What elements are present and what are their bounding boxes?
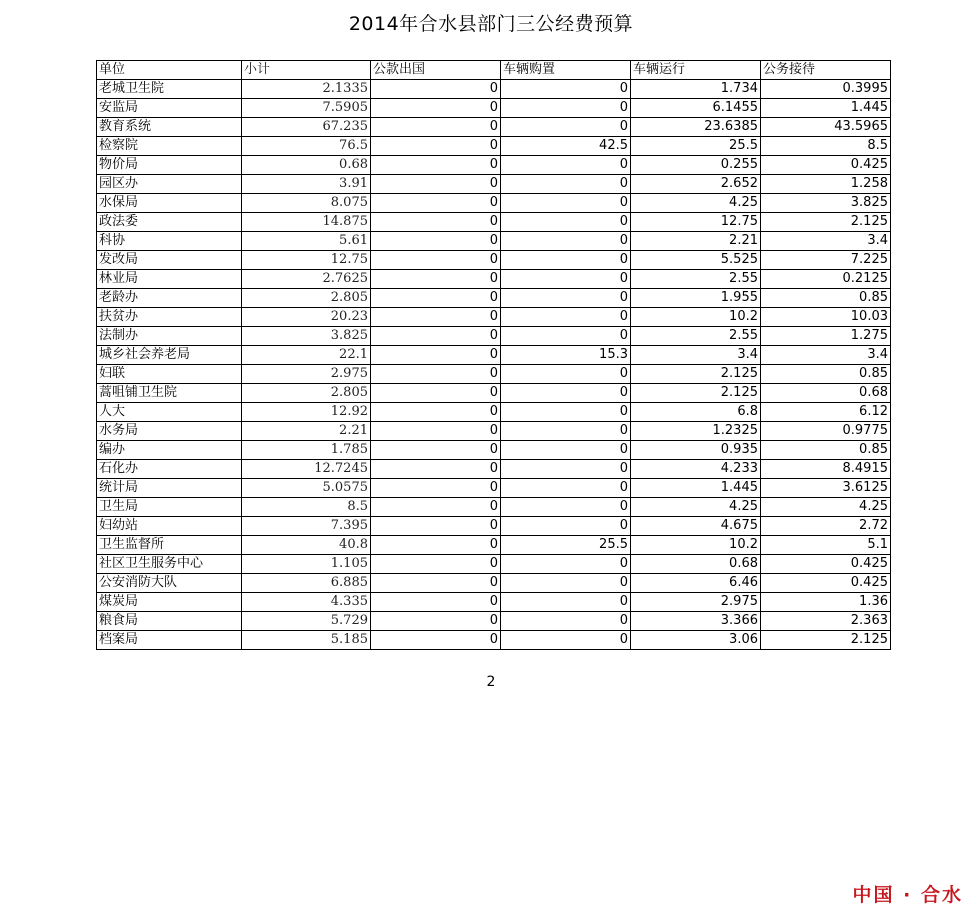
cell-overseas-trips: 0 <box>371 498 501 517</box>
cell-vehicle-operation: 2.55 <box>631 327 761 346</box>
cell-unit: 社区卫生服务中心 <box>97 555 242 574</box>
cell-overseas-trips: 0 <box>371 479 501 498</box>
cell-overseas-trips: 0 <box>371 555 501 574</box>
cell-overseas-trips: 0 <box>371 327 501 346</box>
cell-vehicle-purchase: 0 <box>501 479 631 498</box>
cell-vehicle-purchase: 0 <box>501 441 631 460</box>
cell-subtotal: 7.395 <box>242 517 371 536</box>
cell-vehicle-operation: 1.734 <box>631 80 761 99</box>
cell-subtotal: 5.185 <box>242 631 371 650</box>
cell-subtotal: 3.825 <box>242 327 371 346</box>
cell-unit: 水保局 <box>97 194 242 213</box>
cell-unit: 政法委 <box>97 213 242 232</box>
cell-official-reception: 2.125 <box>761 631 891 650</box>
cell-subtotal: 22.1 <box>242 346 371 365</box>
cell-subtotal: 12.75 <box>242 251 371 270</box>
cell-unit: 编办 <box>97 441 242 460</box>
cell-subtotal: 8.075 <box>242 194 371 213</box>
table-row <box>97 441 891 460</box>
table-row <box>97 517 891 536</box>
cell-vehicle-purchase: 0 <box>501 593 631 612</box>
cell-vehicle-purchase: 0 <box>501 213 631 232</box>
cell-subtotal: 7.5905 <box>242 99 371 118</box>
cell-vehicle-purchase: 0 <box>501 612 631 631</box>
cell-overseas-trips: 0 <box>371 517 501 536</box>
cell-subtotal: 2.7625 <box>242 270 371 289</box>
cell-vehicle-operation: 2.652 <box>631 175 761 194</box>
cell-official-reception: 3.825 <box>761 194 891 213</box>
table-row <box>97 232 891 251</box>
table-row <box>97 612 891 631</box>
cell-official-reception: 7.225 <box>761 251 891 270</box>
header-vehicle-operation: 车辆运行 <box>631 61 761 80</box>
cell-unit: 科协 <box>97 232 242 251</box>
cell-overseas-trips: 0 <box>371 251 501 270</box>
cell-official-reception: 43.5965 <box>761 118 891 137</box>
cell-vehicle-purchase: 0 <box>501 574 631 593</box>
cell-subtotal: 8.5 <box>242 498 371 517</box>
table-row <box>97 99 891 118</box>
table-row <box>97 403 891 422</box>
cell-official-reception: 1.445 <box>761 99 891 118</box>
cell-subtotal: 2.975 <box>242 365 371 384</box>
cell-vehicle-operation: 10.2 <box>631 536 761 555</box>
cell-official-reception: 0.425 <box>761 555 891 574</box>
cell-vehicle-purchase: 0 <box>501 99 631 118</box>
cell-overseas-trips: 0 <box>371 384 501 403</box>
cell-unit: 公安消防大队 <box>97 574 242 593</box>
cell-subtotal: 5.61 <box>242 232 371 251</box>
cell-vehicle-purchase: 0 <box>501 175 631 194</box>
cell-subtotal: 2.805 <box>242 289 371 308</box>
cell-vehicle-purchase: 0 <box>501 232 631 251</box>
table-row <box>97 498 891 517</box>
cell-unit: 档案局 <box>97 631 242 650</box>
cell-official-reception: 2.125 <box>761 213 891 232</box>
cell-subtotal: 2.21 <box>242 422 371 441</box>
watermark-logo: 中国 · 合水 <box>852 884 963 906</box>
cell-overseas-trips: 0 <box>371 232 501 251</box>
cell-official-reception: 0.3995 <box>761 80 891 99</box>
table-row <box>97 422 891 441</box>
table-row <box>97 536 891 555</box>
table-row <box>97 118 891 137</box>
cell-overseas-trips: 0 <box>371 99 501 118</box>
table-row <box>97 194 891 213</box>
cell-vehicle-operation: 10.2 <box>631 308 761 327</box>
cell-vehicle-operation: 4.25 <box>631 498 761 517</box>
cell-vehicle-operation: 5.525 <box>631 251 761 270</box>
cell-vehicle-purchase: 0 <box>501 631 631 650</box>
table-row <box>97 80 891 99</box>
cell-official-reception: 3.6125 <box>761 479 891 498</box>
table-row <box>97 251 891 270</box>
cell-vehicle-operation: 0.255 <box>631 156 761 175</box>
cell-overseas-trips: 0 <box>371 612 501 631</box>
cell-official-reception: 10.03 <box>761 308 891 327</box>
cell-unit: 城乡社会养老局 <box>97 346 242 365</box>
cell-official-reception: 0.2125 <box>761 270 891 289</box>
cell-subtotal: 4.335 <box>242 593 371 612</box>
cell-overseas-trips: 0 <box>371 460 501 479</box>
cell-vehicle-purchase: 15.3 <box>501 346 631 365</box>
cell-overseas-trips: 0 <box>371 403 501 422</box>
table-row <box>97 289 891 308</box>
cell-vehicle-purchase: 0 <box>501 270 631 289</box>
cell-subtotal: 0.68 <box>242 156 371 175</box>
table-row <box>97 308 891 327</box>
cell-subtotal: 40.8 <box>242 536 371 555</box>
header-overseas-trips: 公款出国 <box>371 61 501 80</box>
table-row <box>97 213 891 232</box>
cell-vehicle-operation: 6.1455 <box>631 99 761 118</box>
cell-official-reception: 0.425 <box>761 156 891 175</box>
cell-vehicle-operation: 6.46 <box>631 574 761 593</box>
cell-overseas-trips: 0 <box>371 365 501 384</box>
cell-official-reception: 1.36 <box>761 593 891 612</box>
cell-overseas-trips: 0 <box>371 308 501 327</box>
cell-vehicle-operation: 1.955 <box>631 289 761 308</box>
cell-subtotal: 12.92 <box>242 403 371 422</box>
cell-vehicle-operation: 23.6385 <box>631 118 761 137</box>
cell-vehicle-purchase: 0 <box>501 289 631 308</box>
cell-vehicle-operation: 0.935 <box>631 441 761 460</box>
cell-vehicle-operation: 2.975 <box>631 593 761 612</box>
cell-vehicle-purchase: 0 <box>501 308 631 327</box>
cell-subtotal: 67.235 <box>242 118 371 137</box>
cell-overseas-trips: 0 <box>371 422 501 441</box>
cell-vehicle-purchase: 0 <box>501 365 631 384</box>
cell-vehicle-purchase: 0 <box>501 251 631 270</box>
table-row <box>97 270 891 289</box>
cell-overseas-trips: 0 <box>371 118 501 137</box>
cell-unit: 发改局 <box>97 251 242 270</box>
table-row <box>97 175 891 194</box>
cell-vehicle-operation: 3.06 <box>631 631 761 650</box>
cell-unit: 园区办 <box>97 175 242 194</box>
table-row <box>97 593 891 612</box>
cell-subtotal: 1.785 <box>242 441 371 460</box>
header-vehicle-purchase: 车辆购置 <box>501 61 631 80</box>
cell-subtotal: 1.105 <box>242 555 371 574</box>
header-subtotal: 小计 <box>242 61 371 80</box>
cell-vehicle-operation: 4.25 <box>631 194 761 213</box>
table-row <box>97 365 891 384</box>
cell-overseas-trips: 0 <box>371 175 501 194</box>
cell-overseas-trips: 0 <box>371 289 501 308</box>
cell-vehicle-purchase: 0 <box>501 118 631 137</box>
cell-unit: 法制办 <box>97 327 242 346</box>
cell-unit: 人大 <box>97 403 242 422</box>
cell-unit: 统计局 <box>97 479 242 498</box>
cell-vehicle-purchase: 0 <box>501 194 631 213</box>
cell-subtotal: 3.91 <box>242 175 371 194</box>
cell-official-reception: 3.4 <box>761 346 891 365</box>
cell-official-reception: 8.4915 <box>761 460 891 479</box>
cell-unit: 水务局 <box>97 422 242 441</box>
cell-vehicle-purchase: 0 <box>501 422 631 441</box>
cell-vehicle-operation: 4.675 <box>631 517 761 536</box>
cell-unit: 粮食局 <box>97 612 242 631</box>
cell-official-reception: 8.5 <box>761 137 891 156</box>
cell-overseas-trips: 0 <box>371 593 501 612</box>
table-row <box>97 555 891 574</box>
cell-subtotal: 20.23 <box>242 308 371 327</box>
cell-vehicle-operation: 2.55 <box>631 270 761 289</box>
table-header-row <box>97 61 891 80</box>
cell-subtotal: 6.885 <box>242 574 371 593</box>
cell-unit: 扶贫办 <box>97 308 242 327</box>
cell-unit: 老城卫生院 <box>97 80 242 99</box>
table-row <box>97 327 891 346</box>
cell-overseas-trips: 0 <box>371 194 501 213</box>
cell-vehicle-purchase: 0 <box>501 403 631 422</box>
cell-vehicle-purchase: 0 <box>501 327 631 346</box>
cell-vehicle-operation: 12.75 <box>631 213 761 232</box>
table-row <box>97 631 891 650</box>
cell-vehicle-operation: 3.366 <box>631 612 761 631</box>
cell-unit: 林业局 <box>97 270 242 289</box>
cell-unit: 检察院 <box>97 137 242 156</box>
cell-overseas-trips: 0 <box>371 574 501 593</box>
cell-official-reception: 2.72 <box>761 517 891 536</box>
cell-unit: 物价局 <box>97 156 242 175</box>
cell-unit: 煤炭局 <box>97 593 242 612</box>
cell-official-reception: 0.425 <box>761 574 891 593</box>
cell-overseas-trips: 0 <box>371 213 501 232</box>
cell-official-reception: 0.85 <box>761 365 891 384</box>
cell-official-reception: 6.12 <box>761 403 891 422</box>
cell-vehicle-purchase: 0 <box>501 156 631 175</box>
cell-official-reception: 0.85 <box>761 289 891 308</box>
cell-unit: 老龄办 <box>97 289 242 308</box>
cell-vehicle-operation: 0.68 <box>631 555 761 574</box>
table-row <box>97 479 891 498</box>
cell-vehicle-purchase: 0 <box>501 384 631 403</box>
header-official-reception: 公务接待 <box>761 61 891 80</box>
cell-vehicle-operation: 6.8 <box>631 403 761 422</box>
table-row <box>97 137 891 156</box>
cell-overseas-trips: 0 <box>371 270 501 289</box>
cell-vehicle-purchase: 0 <box>501 80 631 99</box>
cell-unit: 安监局 <box>97 99 242 118</box>
cell-unit: 妇幼站 <box>97 517 242 536</box>
cell-official-reception: 3.4 <box>761 232 891 251</box>
cell-vehicle-operation: 2.125 <box>631 365 761 384</box>
cell-vehicle-operation: 2.21 <box>631 232 761 251</box>
cell-subtotal: 5.729 <box>242 612 371 631</box>
cell-subtotal: 2.805 <box>242 384 371 403</box>
cell-overseas-trips: 0 <box>371 536 501 555</box>
cell-official-reception: 1.275 <box>761 327 891 346</box>
cell-subtotal: 76.5 <box>242 137 371 156</box>
cell-vehicle-operation: 2.125 <box>631 384 761 403</box>
cell-official-reception: 0.85 <box>761 441 891 460</box>
cell-unit: 妇联 <box>97 365 242 384</box>
cell-official-reception: 2.363 <box>761 612 891 631</box>
header-unit: 单位 <box>97 61 242 80</box>
cell-vehicle-operation: 1.445 <box>631 479 761 498</box>
table-row <box>97 346 891 365</box>
table-row <box>97 460 891 479</box>
document-title: 2014年合水县部门三公经费预算 <box>348 13 634 35</box>
cell-subtotal: 12.7245 <box>242 460 371 479</box>
cell-unit: 蒿咀铺卫生院 <box>97 384 242 403</box>
cell-vehicle-operation: 25.5 <box>631 137 761 156</box>
cell-vehicle-operation: 4.233 <box>631 460 761 479</box>
cell-vehicle-operation: 3.4 <box>631 346 761 365</box>
cell-unit: 卫生监督所 <box>97 536 242 555</box>
table-row <box>97 574 891 593</box>
table-row <box>97 156 891 175</box>
cell-overseas-trips: 0 <box>371 441 501 460</box>
cell-subtotal: 2.1335 <box>242 80 371 99</box>
cell-unit: 教育系统 <box>97 118 242 137</box>
cell-official-reception: 4.25 <box>761 498 891 517</box>
cell-vehicle-purchase: 25.5 <box>501 536 631 555</box>
cell-vehicle-purchase: 0 <box>501 460 631 479</box>
cell-subtotal: 5.0575 <box>242 479 371 498</box>
cell-official-reception: 0.9775 <box>761 422 891 441</box>
cell-official-reception: 0.68 <box>761 384 891 403</box>
budget-table-body <box>97 61 891 650</box>
budget-table <box>96 60 891 650</box>
cell-overseas-trips: 0 <box>371 631 501 650</box>
cell-official-reception: 1.258 <box>761 175 891 194</box>
cell-vehicle-purchase: 0 <box>501 498 631 517</box>
cell-unit: 卫生局 <box>97 498 242 517</box>
cell-vehicle-purchase: 0 <box>501 555 631 574</box>
cell-overseas-trips: 0 <box>371 137 501 156</box>
cell-overseas-trips: 0 <box>371 346 501 365</box>
cell-vehicle-purchase: 0 <box>501 517 631 536</box>
cell-subtotal: 14.875 <box>242 213 371 232</box>
cell-vehicle-purchase: 42.5 <box>501 137 631 156</box>
cell-overseas-trips: 0 <box>371 80 501 99</box>
cell-official-reception: 5.1 <box>761 536 891 555</box>
cell-unit: 石化办 <box>97 460 242 479</box>
cell-overseas-trips: 0 <box>371 156 501 175</box>
table-row <box>97 384 891 403</box>
cell-vehicle-operation: 1.2325 <box>631 422 761 441</box>
page-number: 2 <box>486 674 496 690</box>
